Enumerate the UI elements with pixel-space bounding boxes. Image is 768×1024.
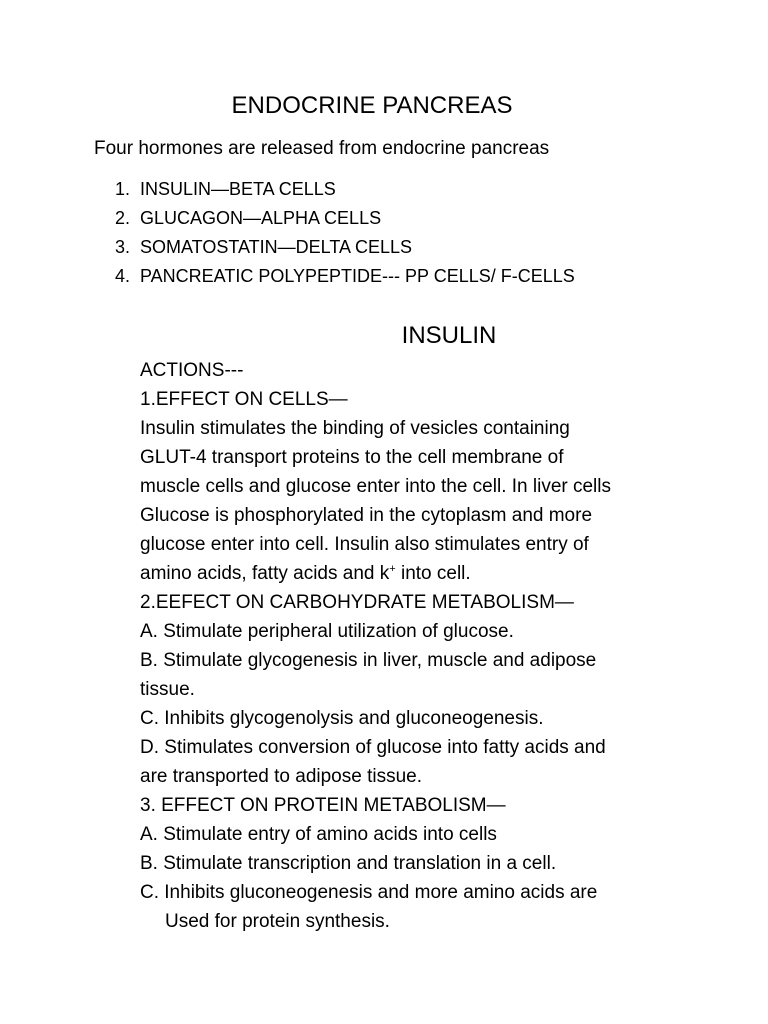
body-line: 1.EFFECT ON CELLS— xyxy=(140,389,348,410)
body-line: Glucose is phosphorylated in the cytoplasm and more xyxy=(140,505,593,526)
body-line: GLUT-4 transport proteins to the cell membrane of xyxy=(140,447,564,468)
list-number: 3. xyxy=(115,237,131,257)
insulin-actions-body xyxy=(140,358,740,938)
list-item xyxy=(115,234,575,263)
list-number: 1. xyxy=(115,179,131,199)
list-number: 4. xyxy=(115,266,131,286)
list-text: INSULIN—BETA CELLS xyxy=(140,179,336,199)
list-number: 2. xyxy=(115,208,131,228)
list-item xyxy=(115,176,575,205)
body-line: D. Stimulates conversion of glucose into fatty acids and xyxy=(140,737,606,758)
body-line: ACTIONS--- xyxy=(140,360,244,381)
amino-text-after: into cell. xyxy=(395,563,471,584)
body-line: muscle cells and glucose enter into the cell. In liver cells xyxy=(140,476,612,497)
body-line: A. Stimulate peripheral utilization of glucose. xyxy=(140,621,514,642)
list-text: SOMATOSTATIN—DELTA CELLS xyxy=(140,237,413,257)
body-line: are transported to adipose tissue. xyxy=(140,766,423,787)
amino-text-before: amino acids, fatty acids and k xyxy=(140,563,390,584)
body-line: C. Inhibits gluconeogenesis and more amino acids are xyxy=(140,882,598,903)
body-line: 2.EEFECT ON CARBOHYDRATE METABOLISM— xyxy=(140,592,574,613)
list-text: GLUCAGON—ALPHA CELLS xyxy=(140,208,382,228)
body-line-amino xyxy=(140,561,740,590)
body-line: glucose enter into cell. Insulin also stimulates entry of xyxy=(140,534,589,555)
list-item xyxy=(115,205,575,234)
section-title: INSULIN xyxy=(401,322,497,349)
body-line: Used for protein synthesis. xyxy=(165,911,390,932)
intro-text: Four hormones are released from endocrine pancreas xyxy=(94,138,550,159)
page-title: ENDOCRINE PANCREAS xyxy=(231,92,513,119)
body-line: B. Stimulate transcription and translation in a cell. xyxy=(140,853,557,874)
superscript-plus: + xyxy=(389,563,396,575)
list-text: PANCREATIC POLYPEPTIDE--- PP CELLS/ F-CELLS xyxy=(140,266,575,286)
body-line: tissue. xyxy=(140,679,195,700)
body-line: C. Inhibits glycogenolysis and gluconeogenesis. xyxy=(140,708,544,729)
body-line: B. Stimulate glycogenesis in liver, muscle and adipose xyxy=(140,650,597,671)
hormone-list xyxy=(115,176,575,292)
body-line: 3. EFFECT ON PROTEIN METABOLISM— xyxy=(140,795,506,816)
body-line: A. Stimulate entry of amino acids into cells xyxy=(140,824,497,845)
list-item xyxy=(115,263,575,292)
body-line: Insulin stimulates the binding of vesicles containing xyxy=(140,418,570,439)
